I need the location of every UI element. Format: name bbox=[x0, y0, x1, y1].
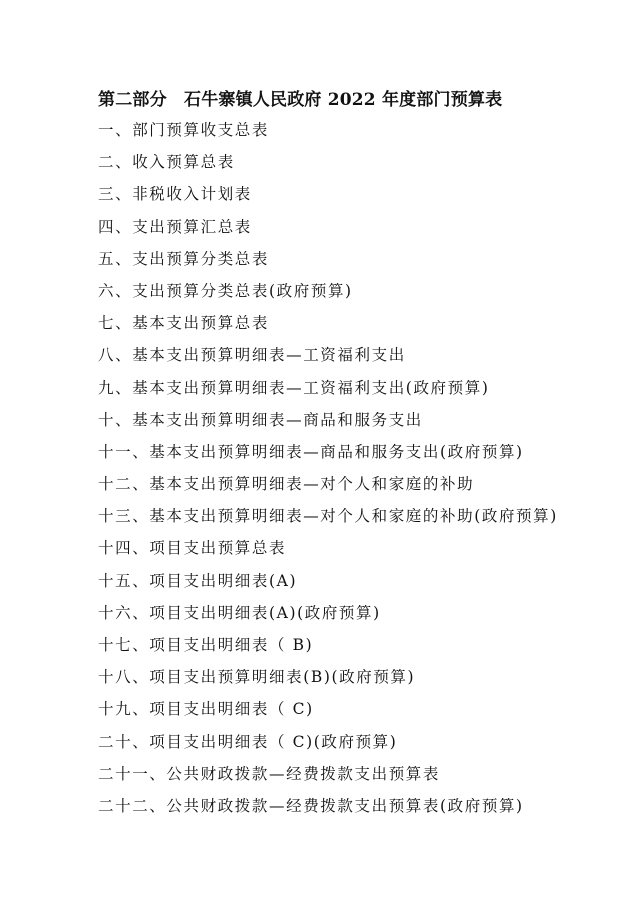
toc-item: 二十二、公共财政拨款—经费拨款支出预算表(政府预算) bbox=[98, 796, 524, 815]
table-of-contents bbox=[98, 117, 558, 825]
document-title: 第二部分 石牛寨镇人民政府 2022 年度部门预算表 bbox=[98, 90, 503, 110]
toc-item: 五、支出预算分类总表 bbox=[98, 249, 270, 268]
toc-item: 十、基本支出预算明细表—商品和服务支出 bbox=[98, 410, 423, 429]
toc-item: 十一、基本支出预算明细表—商品和服务支出(政府预算) bbox=[98, 442, 524, 461]
toc-item: 十七、项目支出明细表（ B) bbox=[98, 636, 314, 654]
toc-item: 十九、项目支出明细表（ C) bbox=[98, 700, 314, 719]
toc-item: 三、非税收入计划表 bbox=[98, 185, 252, 204]
toc-item: 十四、项目支出预算总表 bbox=[98, 539, 287, 558]
toc-item: 十五、项目支出明细表(A) bbox=[98, 571, 298, 590]
toc-item: 十三、基本支出预算明细表—对个人和家庭的补助(政府预算) bbox=[98, 507, 558, 526]
toc-item: 四、支出预算汇总表 bbox=[98, 217, 252, 236]
toc-item: 八、基本支出预算明细表—工资福利支出 bbox=[98, 346, 406, 365]
toc-item: 十八、项目支出预算明细表(B)(政府预算) bbox=[98, 668, 416, 687]
toc-item: 一、部门预算收支总表 bbox=[98, 121, 270, 139]
toc-item: 二十、项目支出明细表（ C)(政府预算) bbox=[98, 732, 398, 751]
toc-item: 二、收入预算总表 bbox=[98, 153, 235, 172]
toc-item: 十六、项目支出明细表(A)(政府预算) bbox=[98, 603, 381, 622]
toc-item: 七、基本支出预算总表 bbox=[98, 314, 270, 333]
toc-item: 十二、基本支出预算明细表—对个人和家庭的补助 bbox=[98, 475, 475, 494]
toc-item: 九、基本支出预算明细表—工资福利支出(政府预算) bbox=[98, 378, 490, 397]
toc-item: 六、支出预算分类总表(政府预算) bbox=[98, 281, 353, 300]
toc-item: 二十一、公共财政拨款—经费拨款支出预算表 bbox=[98, 764, 441, 783]
